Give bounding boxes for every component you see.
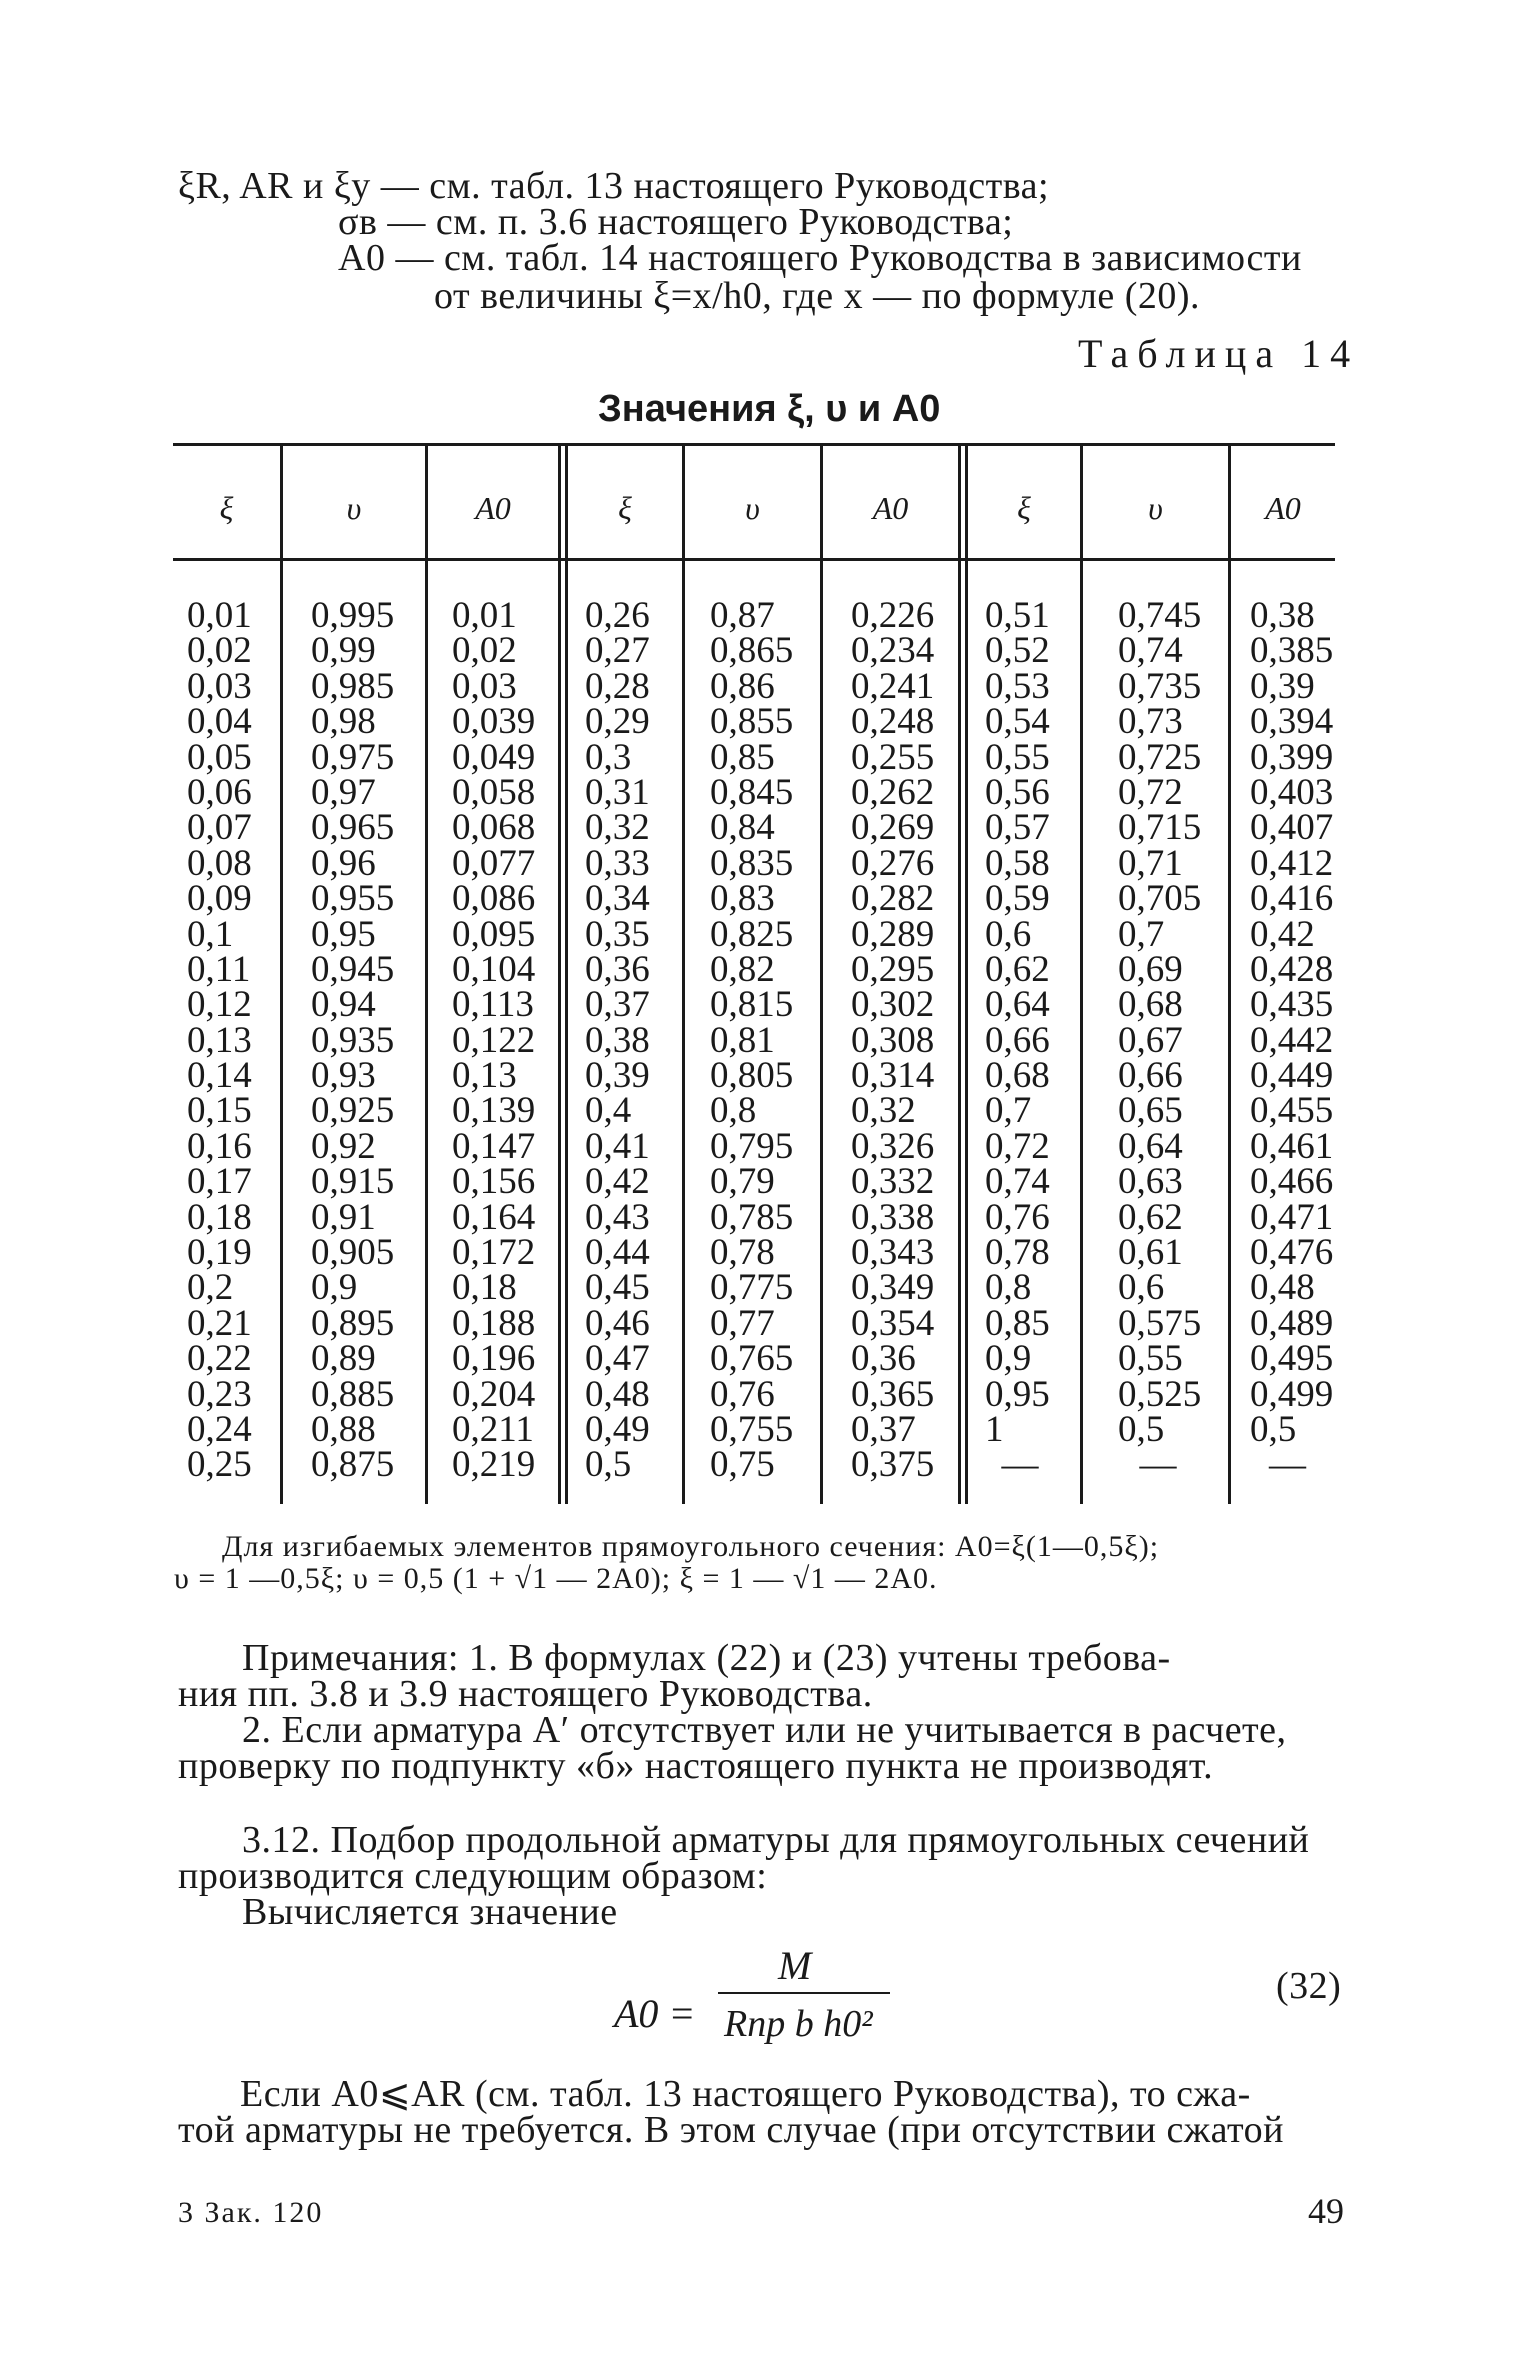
table-cell: 0,92 — [311, 1125, 376, 1167]
table-cell: 0,93 — [311, 1055, 376, 1097]
table-cell: 0,97 — [311, 771, 376, 813]
table-cell: 0,955 — [311, 878, 395, 920]
table-header-rule — [173, 558, 1335, 561]
table-cell: 0,86 — [710, 665, 775, 707]
table-cell: 0,975 — [311, 736, 395, 778]
table-cell: 0,172 — [452, 1232, 536, 1274]
table-cell: 0,262 — [851, 771, 935, 813]
paragraph-line: Если A0⩽AR (см. табл. 13 настоящего Руководства), то сжа- — [240, 2073, 1251, 2115]
table-cell: 0,33 — [585, 842, 650, 884]
table-cell: 0,875 — [311, 1444, 395, 1486]
table-cell: 0,45 — [585, 1267, 650, 1309]
table-cell: 0,48 — [1250, 1267, 1315, 1309]
column-v-group1 — [311, 595, 395, 1486]
table-cell: 0,302 — [851, 984, 935, 1026]
table-cell: 0,349 — [851, 1267, 935, 1309]
table-cell: 0,44 — [585, 1232, 650, 1274]
table-cell: 0,64 — [1118, 1125, 1183, 1167]
table-cell: 0,226 — [851, 595, 935, 636]
table-cell: 0,825 — [710, 913, 794, 955]
table-cell: 0,88 — [311, 1408, 376, 1450]
table-cell: 0,895 — [311, 1302, 395, 1344]
table-cell: 0,489 — [1250, 1302, 1334, 1344]
table-footnote-line1: Для изгибаемых элементов прямоугольного сечения: A0=ξ(1—0,5ξ); — [222, 1530, 1160, 1563]
table-cell: 0,96 — [311, 842, 376, 884]
column-xi-group3 — [985, 595, 1055, 1486]
table-cell: 0,71 — [1118, 842, 1183, 884]
table-cell: 0,965 — [311, 807, 395, 849]
table-cell: 0,69 — [1118, 948, 1183, 990]
table-cell: 0,332 — [851, 1161, 935, 1203]
table-cell: 0,476 — [1250, 1232, 1334, 1274]
table-cell: 0,72 — [1118, 771, 1183, 813]
table-cell: 0,78 — [985, 1232, 1050, 1274]
table-cell: 0,326 — [851, 1125, 935, 1167]
notes-line: ния пп. 3.8 и 3.9 настоящего Руководства. — [178, 1673, 873, 1715]
definition-line: ξR, AR и ξy — см. табл. 13 настоящего Руководства; — [178, 165, 1050, 207]
table-cell: 0,03 — [452, 665, 517, 707]
table-cell: 0,6 — [1118, 1267, 1165, 1309]
column-divider — [280, 446, 283, 1504]
table-cell: 0,08 — [187, 842, 252, 884]
table-cell: 0,188 — [452, 1302, 536, 1344]
column-xi-group1 — [187, 595, 252, 1486]
table-cell: 0,13 — [452, 1055, 517, 1097]
notes-line: 2. Если арматура A′ отсутствует или не учитывается в расчете, — [242, 1709, 1287, 1751]
table-cell: 0,11 — [187, 948, 251, 990]
table-cell: 0,89 — [311, 1338, 376, 1380]
table-cell: 0,24 — [187, 1408, 252, 1450]
table-cell: 0,02 — [452, 630, 517, 672]
table-cell: 0,407 — [1250, 807, 1334, 849]
table-cell: 0,16 — [187, 1125, 252, 1167]
table-cell: 0,077 — [452, 842, 536, 884]
table-cell: 0,22 — [187, 1338, 252, 1380]
table-cell: 0,57 — [985, 807, 1050, 849]
table-cell: 0,84 — [710, 807, 775, 849]
table-cell: 0,775 — [710, 1267, 794, 1309]
table-cell: 0,21 — [187, 1302, 252, 1344]
table-cell: 0,122 — [452, 1019, 536, 1061]
table-cell: 0,52 — [985, 630, 1050, 672]
table-top-rule — [173, 443, 1335, 446]
table-cell: 0,156 — [452, 1161, 536, 1203]
table-cell: 0,48 — [585, 1373, 650, 1415]
table-cell: 0,455 — [1250, 1090, 1334, 1132]
table-cell: 0,07 — [187, 807, 252, 849]
table-cell: 0,47 — [585, 1338, 650, 1380]
table-cell: 0,1 — [187, 913, 234, 955]
table-cell: 0,234 — [851, 630, 935, 672]
table-cell: 0,196 — [452, 1338, 536, 1380]
table-cell: 0,575 — [1118, 1302, 1202, 1344]
table-cell: 0,995 — [311, 595, 395, 636]
table-cell: 0,935 — [311, 1019, 395, 1061]
table-cell: 0,049 — [452, 736, 536, 778]
table-cell: 0,05 — [187, 736, 252, 778]
table-cell: 0,248 — [851, 701, 935, 743]
header-v: υ — [1148, 490, 1163, 526]
table-label: Таблица 14 — [1078, 331, 1360, 376]
table-cell: 0,27 — [585, 630, 650, 672]
table-cell: 0,38 — [1250, 595, 1315, 636]
column-divider — [1080, 446, 1083, 1504]
table-cell: 0,295 — [851, 948, 935, 990]
table-cell: 1 — [985, 1408, 1004, 1450]
group-divider — [965, 446, 968, 1504]
table-cell: 0,113 — [452, 984, 534, 1026]
table-cell: 0,12 — [187, 984, 252, 1026]
table-cell: 0,14 — [187, 1055, 252, 1097]
table-cell: 0,34 — [585, 878, 650, 920]
table-footnote-line2: υ = 1 —0,5ξ; υ = 0,5 (1 + √1 — 2A0); ξ = 1 — √1 — 2A0. — [174, 1562, 938, 1595]
table-cell: 0,94 — [311, 984, 376, 1026]
definition-line: σв — см. п. 3.6 настоящего Руководства; — [338, 201, 1014, 243]
table-cell: 0,8 — [710, 1090, 757, 1132]
table-cell: 0,85 — [985, 1302, 1050, 1344]
table-cell: 0,2 — [187, 1267, 234, 1309]
table-cell: 0,53 — [985, 665, 1050, 707]
table-cell: 0,403 — [1250, 771, 1334, 813]
table-cell: 0,095 — [452, 913, 536, 955]
table-cell: 0,5 — [1118, 1408, 1165, 1450]
table-cell: 0,81 — [710, 1019, 775, 1061]
table-cell: 0,139 — [452, 1090, 536, 1132]
table-title: Значения ξ, υ и A0 — [598, 388, 941, 430]
table-cell: 0,23 — [187, 1373, 252, 1415]
table-cell: 0,725 — [1118, 736, 1202, 778]
table-cell: 0,67 — [1118, 1019, 1183, 1061]
table-cell: 0,91 — [311, 1196, 376, 1238]
group-divider — [558, 446, 561, 1504]
table-cell: 0,15 — [187, 1090, 252, 1132]
table-cell: 0,9 — [985, 1338, 1032, 1380]
table-cell: 0,435 — [1250, 984, 1334, 1026]
table-cell: 0,204 — [452, 1373, 536, 1415]
table-cell: 0,058 — [452, 771, 536, 813]
table-cell: 0,38 — [585, 1019, 650, 1061]
header-a0: A0 — [872, 490, 909, 526]
table-cell: 0,51 — [985, 595, 1050, 636]
table-cell: 0,66 — [985, 1019, 1050, 1061]
table-cell: 0,74 — [985, 1161, 1050, 1203]
table-cell: 0,59 — [985, 878, 1050, 920]
section-paragraph-line: Вычисляется значение — [242, 1891, 618, 1933]
table-cell: 0,9 — [311, 1267, 358, 1309]
table-cell: 0,77 — [710, 1302, 775, 1344]
formula-numerator: M — [778, 1943, 812, 1988]
table-cell: 0,795 — [710, 1125, 794, 1167]
table-cell: 0,365 — [851, 1373, 935, 1415]
table-cell: 0,74 — [1118, 630, 1183, 672]
table-cell: 0,46 — [585, 1302, 650, 1344]
column-v-group2 — [710, 595, 794, 1486]
table-cell: 0,745 — [1118, 595, 1202, 636]
header-a0: A0 — [475, 490, 511, 526]
table-cell: 0,495 — [1250, 1338, 1334, 1380]
table-cell: 0,56 — [985, 771, 1050, 813]
table-cell: 0,412 — [1250, 842, 1334, 884]
table-cell: 0,68 — [1118, 984, 1183, 1026]
table-cell: 0,31 — [585, 771, 650, 813]
formula-lhs: A0 = — [614, 1991, 696, 2036]
table-cell: 0,785 — [710, 1196, 794, 1238]
table-cell: 0,715 — [1118, 807, 1202, 849]
table-cell: 0,55 — [1118, 1338, 1183, 1380]
table-cell: 0,399 — [1250, 736, 1334, 778]
table-cell: 0,26 — [585, 595, 650, 636]
table-cell: 0,62 — [985, 948, 1050, 990]
table-cell: 0,19 — [187, 1232, 252, 1274]
column-a0-group1 — [452, 595, 536, 1486]
table-cell: 0,36 — [851, 1338, 916, 1380]
fraction-bar — [718, 1992, 890, 1994]
table-cell: 0,915 — [311, 1161, 395, 1203]
table-cell: 0,104 — [452, 948, 536, 990]
column-divider — [682, 446, 685, 1504]
table-cell: 0,06 — [187, 771, 252, 813]
table-cell: 0,845 — [710, 771, 794, 813]
table-cell: 0,35 — [585, 913, 650, 955]
table-cell: 0,394 — [1250, 701, 1334, 743]
table-cell: 0,338 — [851, 1196, 935, 1238]
table-cell: 0,039 — [452, 701, 536, 743]
table-cell: 0,61 — [1118, 1232, 1183, 1274]
table-cell: 0,87 — [710, 595, 775, 636]
table-cell: 0,64 — [985, 984, 1050, 1026]
table-cell: 0,905 — [311, 1232, 395, 1274]
table-cell: 0,95 — [311, 913, 376, 955]
table-cell: 0,765 — [710, 1338, 794, 1380]
table-cell: 0,6 — [985, 913, 1032, 955]
table-cell: 0,375 — [851, 1444, 935, 1486]
table-cell: 0,29 — [585, 701, 650, 743]
table-cell: 0,72 — [985, 1125, 1050, 1167]
table-cell: 0,865 — [710, 630, 794, 672]
table-cell: 0,525 — [1118, 1373, 1202, 1415]
table-cell: 0,18 — [187, 1196, 252, 1238]
table-cell: 0,37 — [585, 984, 650, 1026]
table-cell: 0,62 — [1118, 1196, 1183, 1238]
table-cell: 0,735 — [1118, 665, 1202, 707]
header-v: υ — [346, 490, 362, 526]
table-cell: 0,805 — [710, 1055, 794, 1097]
table-cell: 0,8 — [985, 1267, 1032, 1309]
page-number: 49 — [1308, 2191, 1344, 2231]
table-cell: 0,4 — [585, 1090, 632, 1132]
table-cell: 0,5 — [585, 1444, 632, 1486]
header-xi: ξ — [219, 490, 234, 526]
table-cell: 0,04 — [187, 701, 252, 743]
header-v: υ — [745, 490, 760, 526]
column-xi-group2 — [585, 595, 650, 1486]
table-cell: 0,73 — [1118, 701, 1183, 743]
table-cell: 0,086 — [452, 878, 536, 920]
table-cell: 0,42 — [585, 1161, 650, 1203]
table-cell: 0,01 — [187, 595, 252, 636]
table-cell: 0,255 — [851, 736, 935, 778]
table-cell: 0,25 — [187, 1444, 252, 1486]
table-cell: 0,449 — [1250, 1055, 1334, 1097]
header-xi: ξ — [618, 490, 632, 526]
table-cell: 0,01 — [452, 595, 517, 636]
table-cell: 0,95 — [985, 1373, 1050, 1415]
table-cell: 0,068 — [452, 807, 536, 849]
notes-line: проверку по подпункту «б» настоящего пункта не производят. — [178, 1745, 1214, 1787]
table-cell: — — [1269, 1444, 1306, 1486]
table-cell: 0,428 — [1250, 948, 1334, 990]
table-cell: 0,466 — [1250, 1161, 1334, 1203]
column-a0-group3 — [1250, 595, 1334, 1486]
formula-number: (32) — [1276, 1965, 1342, 2007]
paragraph-line: той арматуры не требуется. В этом случае (при отсутствии сжатой — [178, 2109, 1284, 2151]
table-cell: 0,55 — [985, 736, 1050, 778]
table-cell: 0,461 — [1250, 1125, 1334, 1167]
table-cell: 0,241 — [851, 665, 935, 707]
table-cell: 0,471 — [1250, 1196, 1334, 1238]
table-cell: 0,68 — [985, 1055, 1050, 1097]
table-cell: 0,39 — [585, 1055, 650, 1097]
table-cell: 0,78 — [710, 1232, 775, 1274]
column-divider — [425, 446, 428, 1504]
table-cell: 0,282 — [851, 878, 935, 920]
table-cell: 0,58 — [985, 842, 1050, 884]
table-cell: 0,43 — [585, 1196, 650, 1238]
table-cell: 0,269 — [851, 807, 935, 849]
table-cell: 0,354 — [851, 1302, 935, 1344]
table-cell: 0,7 — [1118, 913, 1165, 955]
table-cell: 0,7 — [985, 1090, 1032, 1132]
table-cell: 0,99 — [311, 630, 376, 672]
table-cell: 0,28 — [585, 665, 650, 707]
table-cell: 0,83 — [710, 878, 775, 920]
table-cell: 0,985 — [311, 665, 395, 707]
table-cell: 0,276 — [851, 842, 935, 884]
table-cell: 0,82 — [710, 948, 775, 990]
table-cell: 0,49 — [585, 1408, 650, 1450]
table-cell: 0,5 — [1250, 1408, 1297, 1450]
table-cell: 0,98 — [311, 701, 376, 743]
table-cell: 0,442 — [1250, 1019, 1334, 1061]
table-cell: 0,289 — [851, 913, 935, 955]
group-divider — [565, 446, 568, 1504]
column-divider — [820, 446, 823, 1504]
table-cell: 0,32 — [585, 807, 650, 849]
table-cell: — — [1139, 1444, 1177, 1486]
header-xi: ξ — [1017, 490, 1031, 526]
column-v-group3 — [1118, 595, 1202, 1486]
table-cell: 0,815 — [710, 984, 794, 1026]
table-cell: 0,63 — [1118, 1161, 1183, 1203]
table-cell: 0,308 — [851, 1019, 935, 1061]
formula-denominator: Rпр b h0² — [724, 2003, 873, 2045]
table-cell: 0,164 — [452, 1196, 536, 1238]
table-cell: 0,147 — [452, 1125, 536, 1167]
definition-line: от величины ξ=x/h0, где x — по формуле (20). — [434, 275, 1201, 317]
table-cell: 0,36 — [585, 948, 650, 990]
table-cell: 0,385 — [1250, 630, 1334, 672]
table-cell: — — [1001, 1444, 1039, 1486]
table-cell: 0,85 — [710, 736, 775, 778]
table-cell: 0,13 — [187, 1019, 252, 1061]
table-cell: 0,3 — [585, 736, 632, 778]
table-cell: 0,41 — [585, 1125, 650, 1167]
table-cell: 0,39 — [1250, 665, 1315, 707]
table-cell: 0,66 — [1118, 1055, 1183, 1097]
table-cell: 0,32 — [851, 1090, 916, 1132]
table-cell: 0,54 — [985, 701, 1050, 743]
table-cell: 0,79 — [710, 1161, 775, 1203]
table-cell: 0,211 — [452, 1408, 534, 1450]
header-a0: A0 — [1265, 490, 1301, 526]
table-cell: 0,65 — [1118, 1090, 1183, 1132]
table-cell: 0,855 — [710, 701, 794, 743]
group-divider — [958, 446, 961, 1504]
column-a0-group2 — [851, 595, 935, 1486]
column-divider — [1228, 446, 1231, 1504]
table-cell: 0,343 — [851, 1232, 935, 1274]
table-cell: 0,755 — [710, 1408, 794, 1450]
table-cell: 0,03 — [187, 665, 252, 707]
table-cell: 0,885 — [311, 1373, 395, 1415]
definition-line: A0 — см. табл. 14 настоящего Руководства в зависимости — [338, 237, 1302, 279]
table-cell: 0,76 — [985, 1196, 1050, 1238]
table-cell: 0,499 — [1250, 1373, 1334, 1415]
table-cell: 0,09 — [187, 878, 252, 920]
table-cell: 0,75 — [710, 1444, 775, 1486]
table-cell: 0,925 — [311, 1090, 395, 1132]
table-cell: 0,42 — [1250, 913, 1315, 955]
table-cell: 0,945 — [311, 948, 395, 990]
table-cell: 0,76 — [710, 1373, 775, 1415]
table-cell: 0,835 — [710, 842, 794, 884]
table-cell: 0,314 — [851, 1055, 935, 1097]
notes-line: Примечания: 1. В формулах (22) и (23) учтены требова- — [242, 1637, 1171, 1679]
section-paragraph-line: 3.12. Подбор продольной арматуры для прямоугольных сечений — [242, 1819, 1310, 1861]
table-cell: 0,219 — [452, 1444, 536, 1486]
table-cell: 0,416 — [1250, 878, 1334, 920]
table-cell: 0,37 — [851, 1408, 916, 1450]
table-cell: 0,705 — [1118, 878, 1202, 920]
table-cell: 0,17 — [187, 1161, 252, 1203]
table-cell: 0,02 — [187, 630, 252, 672]
footer-order: 3 Зак. 120 — [178, 2196, 324, 2229]
section-paragraph-line: производится следующим образом: — [178, 1855, 768, 1897]
table-cell: 0,18 — [452, 1267, 517, 1309]
